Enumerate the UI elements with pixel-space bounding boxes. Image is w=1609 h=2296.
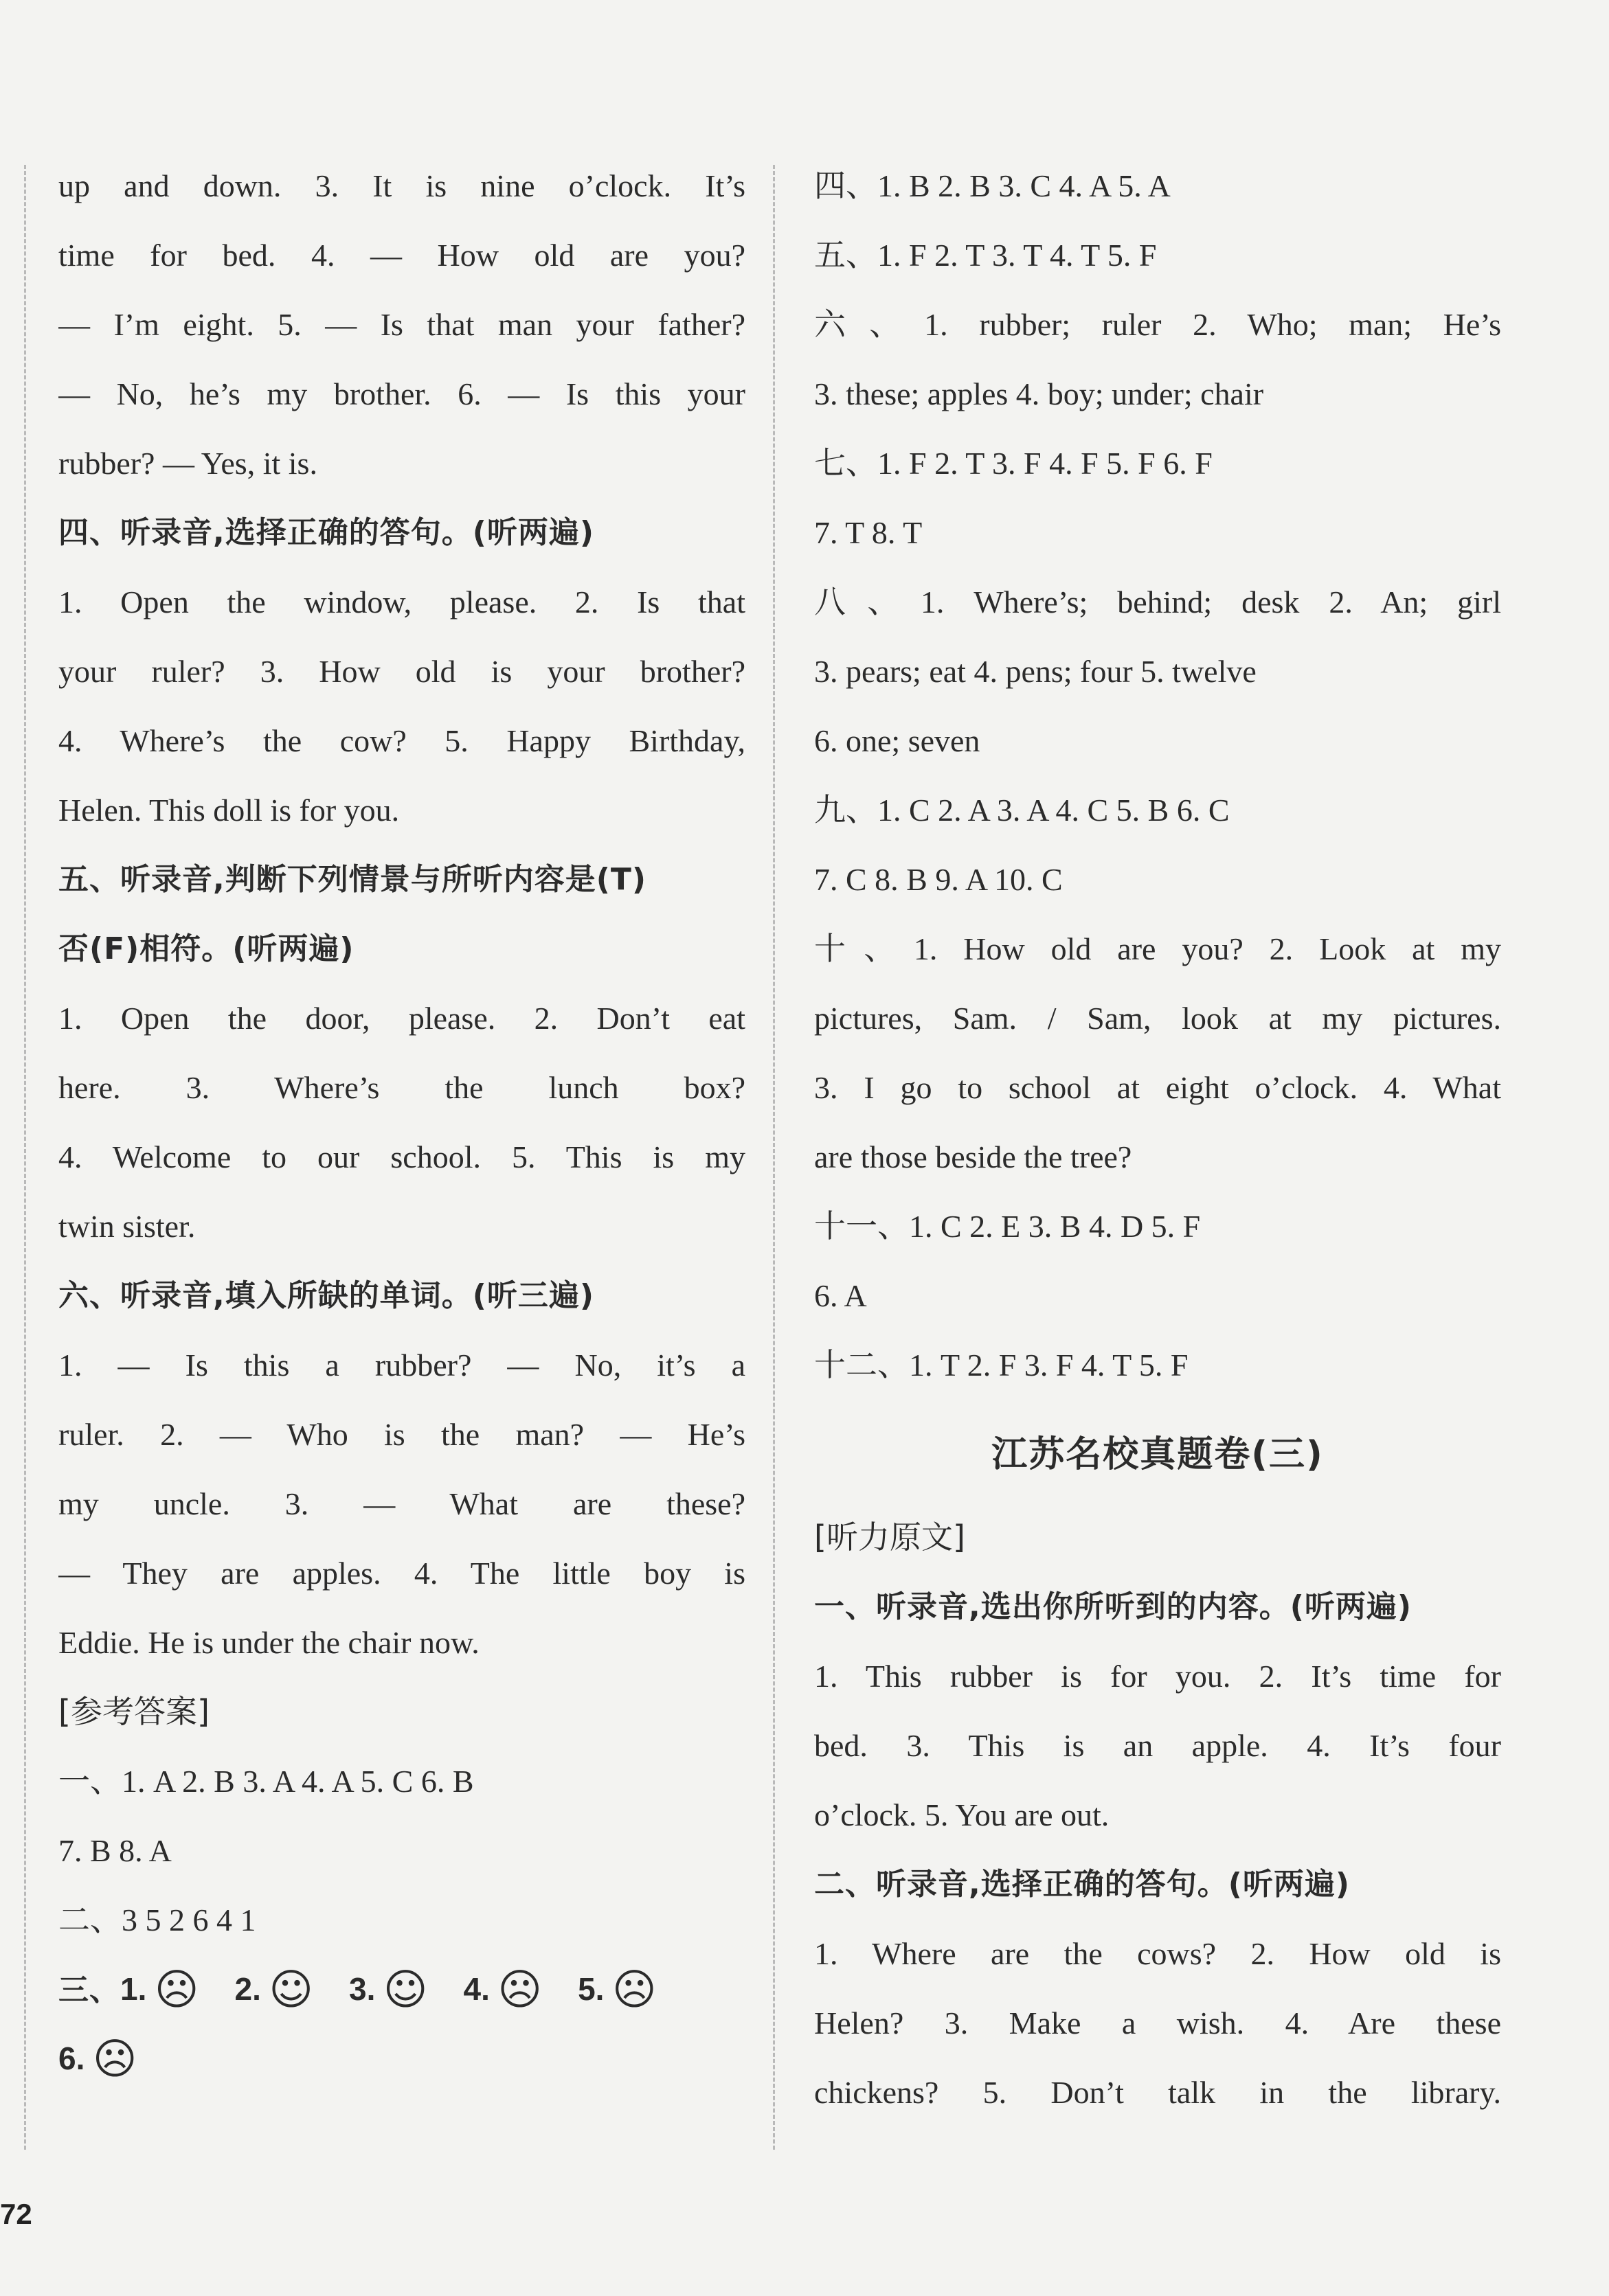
text-line: Helen. This doll is for you. (58, 793, 400, 828)
text-line: — No, he’s my brother. 6. — Is this your (58, 376, 745, 411)
answer-line: 7. T 8. T (814, 515, 923, 550)
smiley-face-icon: ☺ (383, 1964, 428, 2014)
sad-face-icon: ☹ (497, 1964, 543, 2014)
answer-number: 4. (463, 1971, 490, 2007)
text-line: 4. Welcome to our school. 5. This is my (58, 1139, 745, 1174)
smiley-face-icon: ☺ (269, 1964, 314, 2014)
section-instruction: 六、听录音,填入所缺的单词。(听三遍) (58, 1278, 594, 1313)
answer-number: 1. (120, 1971, 147, 2007)
section-instruction: 一、听录音,选出你所听到的内容。(听两遍) (814, 1589, 1412, 1624)
text-line: 1. — Is this a rubber? — No, it’s a (58, 1348, 745, 1383)
text-line: rubber? — Yes, it is. (58, 446, 317, 481)
text-line: 1. Open the door, please. 2. Don’t eat (58, 1001, 745, 1036)
answer-line: 五、1. F 2. T 3. T 4. T 5. F (814, 238, 1157, 273)
answer-number: 2. (234, 1971, 261, 2007)
answer-number: 6. (58, 2041, 85, 2076)
text-line: o’clock. 5. You are out. (814, 1797, 1110, 1832)
faces-answer-row (58, 1955, 745, 2024)
answer-line: 3. pears; eat 4. pens; four 5. twelve (814, 654, 1257, 689)
answer-line: 6. A (814, 1278, 867, 1313)
answer-line: 7. C 8. B 9. A 10. C (814, 862, 1063, 897)
sad-face-icon: ☹ (611, 1964, 657, 2014)
answer-line: pictures, Sam. / Sam, look at my pictures. (814, 1001, 1501, 1036)
text-line: ruler. 2. — Who is the man? — He’s (58, 1417, 745, 1452)
text-line: 4. Where’s the cow? 5. Happy Birthday, (58, 723, 745, 758)
answer-line: 七、1. F 2. T 3. F 4. F 5. F 6. F (814, 446, 1213, 481)
column-divider (773, 165, 775, 2150)
right-column (814, 151, 1501, 2127)
section-instruction: 二、听录音,选择正确的答句。(听两遍) (814, 1867, 1350, 1902)
answer-line: 九、1. C 2. A 3. A 4. C 5. B 6. C (814, 793, 1230, 828)
section-instruction: 否(F)相符。(听两遍) (58, 931, 355, 966)
answer-line: 十二、1. T 2. F 3. F 4. T 5. F (814, 1348, 1189, 1383)
text-line: here. 3. Where’s the lunch box? (58, 1070, 745, 1105)
answer-line: 7. B 8. A (58, 1833, 172, 1868)
answer-line: 6. one; seven (814, 723, 980, 758)
text-line: your ruler? 3. How old is your brother? (58, 654, 745, 689)
answer-key-title: [参考答案] (58, 1693, 210, 1730)
text-line: twin sister. (58, 1209, 196, 1244)
text-line: — They are apples. 4. The little boy is (58, 1556, 745, 1591)
text-line: my uncle. 3. — What are these? (58, 1486, 745, 1521)
text-line: Helen? 3. Make a wish. 4. Are these (814, 2005, 1501, 2041)
answer-line: 二、3 5 2 6 4 1 (58, 1902, 256, 1937)
text-line: bed. 3. This is an apple. 4. It’s four (814, 1728, 1501, 1763)
text-line: 1. Where are the cows? 2. How old is (814, 1936, 1501, 1971)
answer-line: 3. these; apples 4. boy; under; chair (814, 376, 1264, 411)
section-instruction: 五、听录音,判断下列情景与所听内容是(T) (58, 862, 646, 897)
text-line: up and down. 3. It is nine o’clock. It’s (58, 168, 745, 203)
answer-number: 5. (578, 1971, 605, 2007)
answer-line: 十一、1. C 2. E 3. B 4. D 5. F (814, 1209, 1201, 1244)
left-margin-divider (24, 165, 26, 2150)
left-column (58, 151, 745, 2093)
answer-line: 六、1. rubber; ruler 2. Who; man; He’s (814, 307, 1501, 342)
text-line: 1. This rubber is for you. 2. It’s time for (814, 1659, 1501, 1694)
text-line: 1. Open the window, please. 2. Is that (58, 584, 745, 620)
text-line: time for bed. 4. — How old are you? (58, 238, 745, 273)
answer-line: are those beside the tree? (814, 1139, 1132, 1174)
answer-number: 3. (349, 1971, 376, 2007)
page-number: 72 (0, 2198, 32, 2230)
text-line: chickens? 5. Don’t talk in the library. (814, 2075, 1501, 2110)
text-line: Eddie. He is under the chair now. (58, 1625, 480, 1660)
sad-face-icon: ☹ (92, 2034, 137, 2084)
section-number: 三、 (58, 1973, 120, 2008)
text-line: — I’m eight. 5. — Is that man your father? (58, 307, 745, 342)
section-heading: 江苏名校真题卷(三) (991, 1434, 1324, 1475)
sad-face-icon: ☹ (154, 1964, 199, 2014)
faces-answer-row (58, 2024, 745, 2093)
answer-line: 3. I go to school at eight o’clock. 4. What (814, 1070, 1501, 1105)
answer-line: 一、1. A 2. B 3. A 4. A 5. C 6. B (58, 1764, 474, 1799)
answer-line: 四、1. B 2. B 3. C 4. A 5. A (814, 168, 1171, 203)
answer-line: 八、1. Where’s; behind; desk 2. An; girl (814, 584, 1501, 620)
answer-line: 十、1. How old are you? 2. Look at my (814, 931, 1501, 966)
section-instruction: 四、听录音,选择正确的答句。(听两遍) (58, 515, 594, 550)
transcript-title: [听力原文] (814, 1519, 965, 1556)
